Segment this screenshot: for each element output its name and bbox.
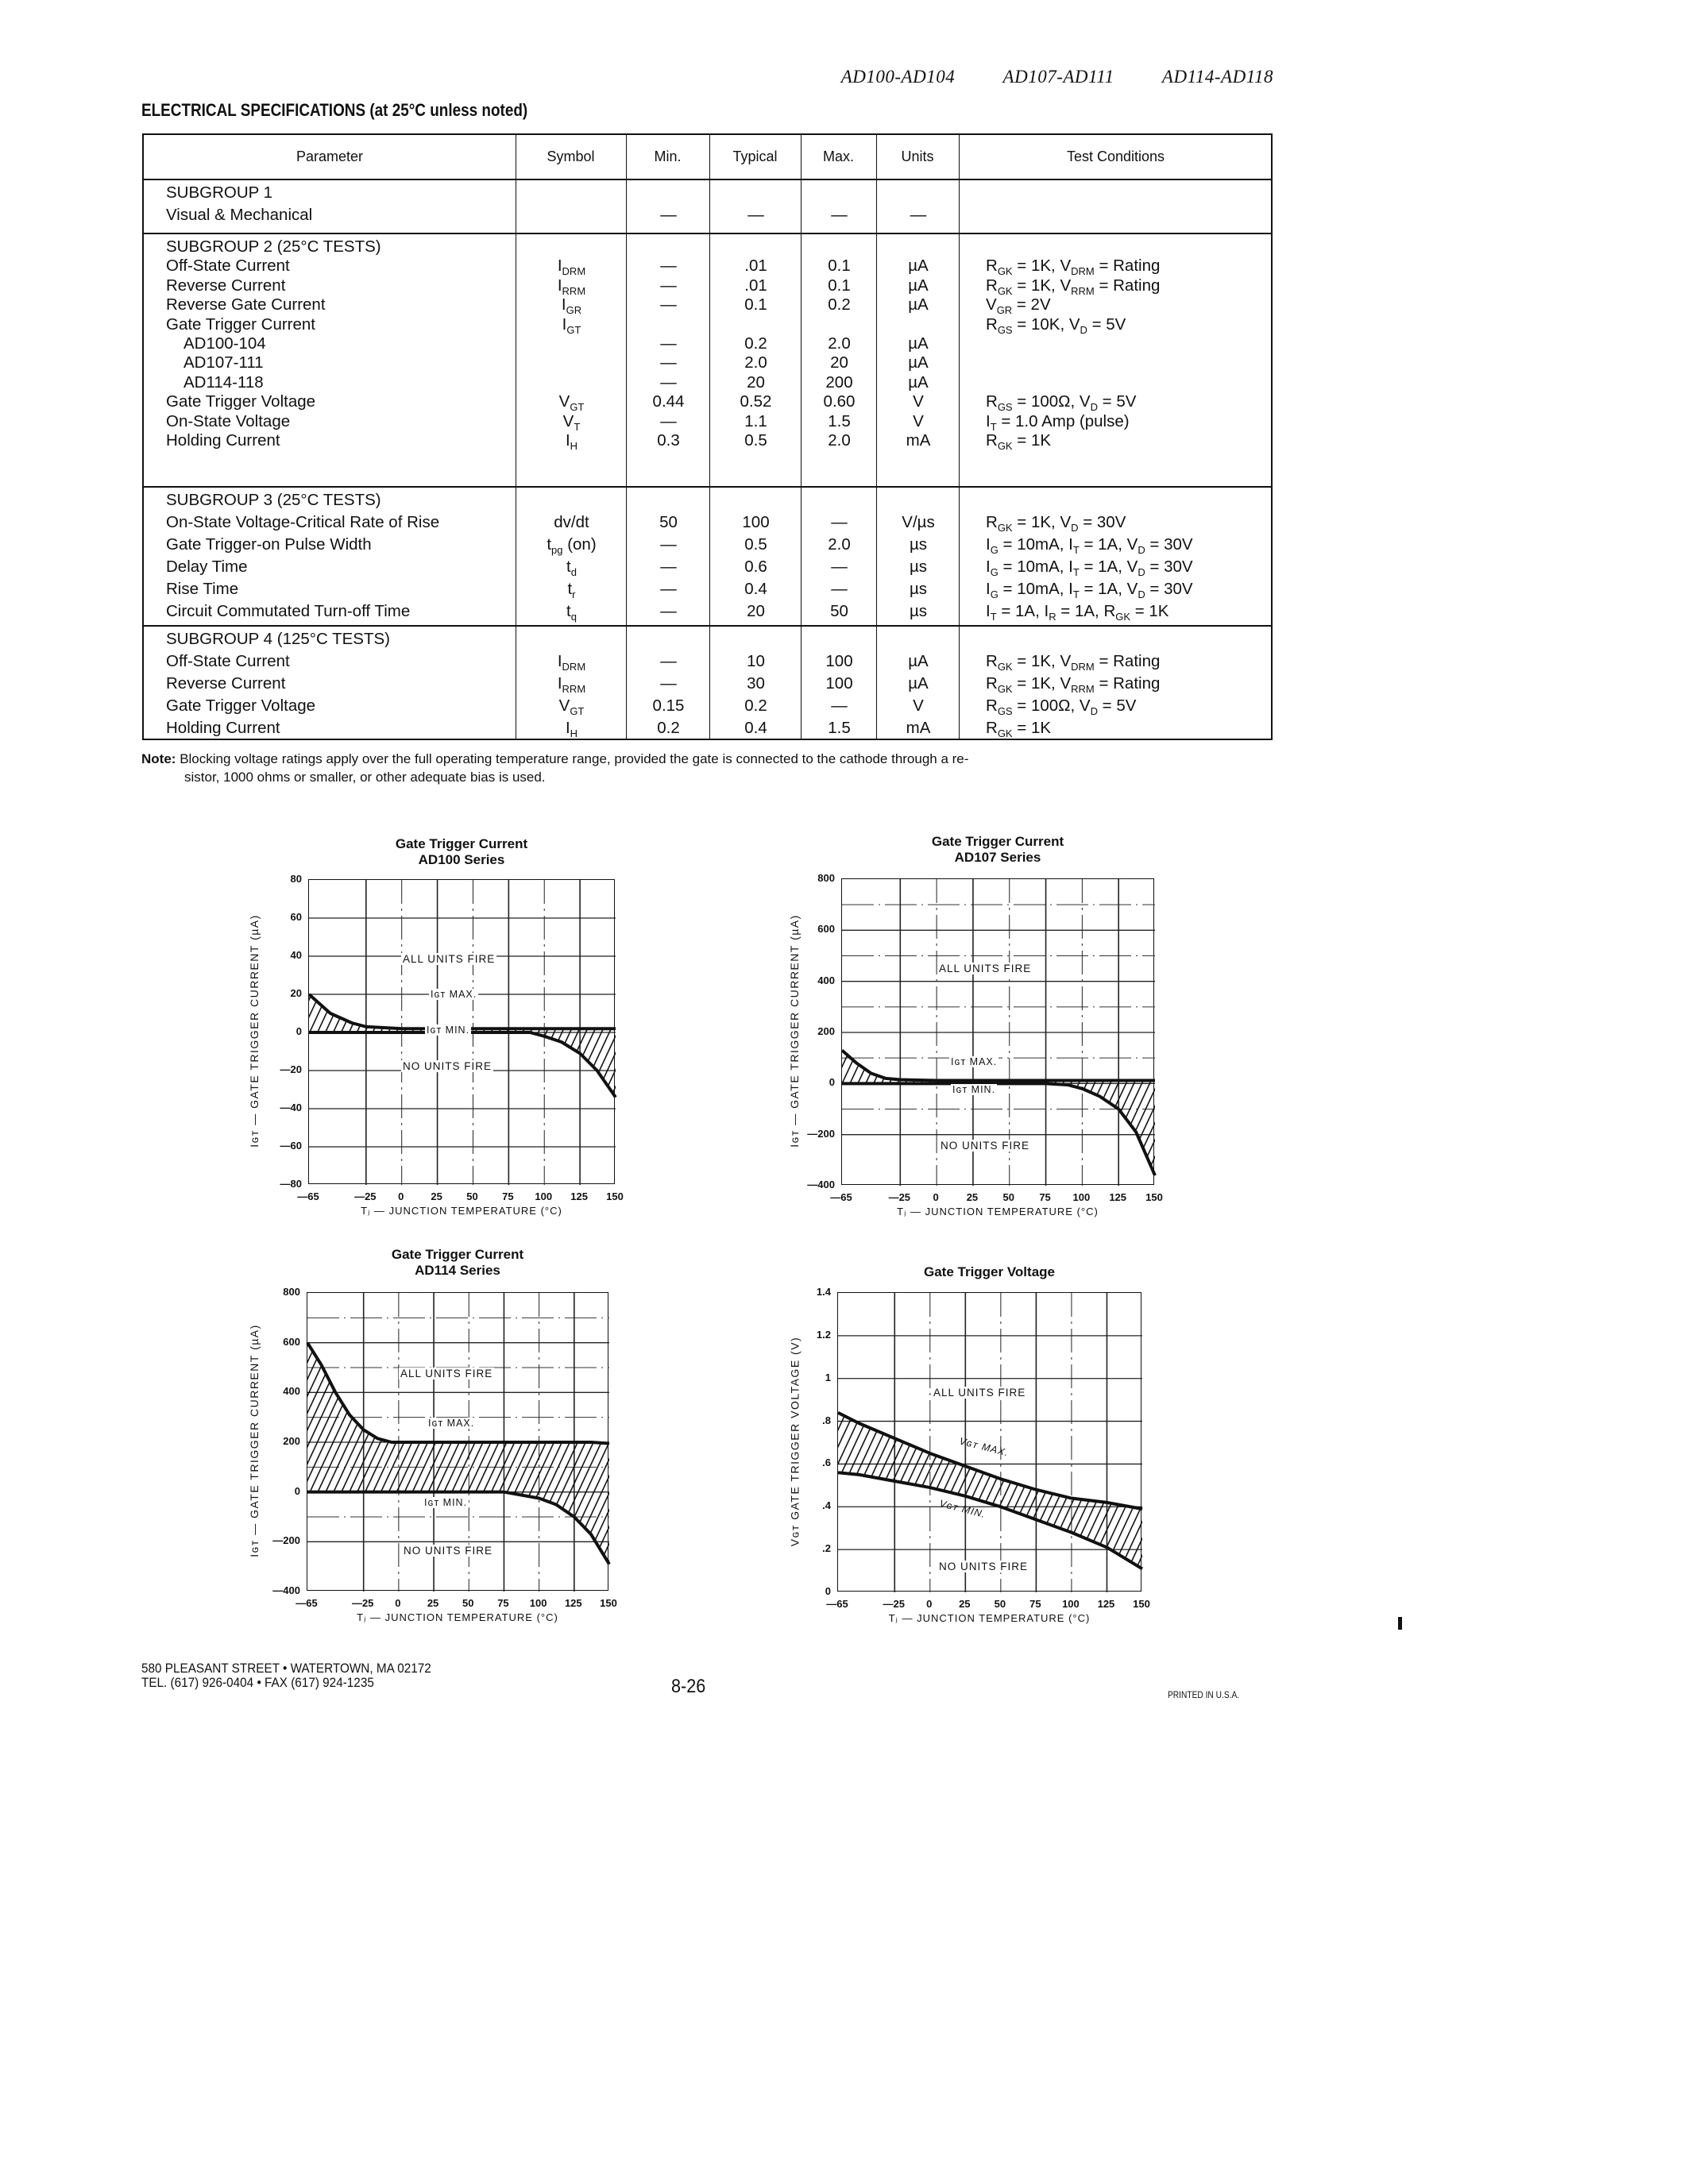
table-row: [144, 673, 1271, 695]
y-tick-label: —40: [280, 1102, 302, 1113]
header-units: Units: [901, 149, 934, 164]
x-tick-label: 25: [431, 1190, 442, 1202]
spec-table: [142, 133, 1273, 740]
symbol: dv/dt: [554, 513, 589, 531]
min-value: —: [660, 674, 677, 693]
max-value: 2.0: [828, 535, 851, 554]
all-units-fire-label: ALL UNITS FIRE: [939, 963, 1032, 974]
min-value: —: [660, 558, 677, 576]
y-tick-label: —200: [272, 1534, 300, 1547]
test-condition: $I_T = 1.0$ Amp (pulse): [986, 411, 1130, 433]
max-value: 1.5: [828, 411, 851, 430]
param-name: Rise Time: [166, 580, 239, 598]
units-value: —: [910, 206, 927, 224]
test-condition: $R_{GK} = 1K$, $V_{RRM}$ = Rating: [986, 674, 1161, 695]
chart-title-line: Gate Trigger Voltage: [923, 1264, 1055, 1279]
symbol: $t_r$: [567, 580, 576, 600]
y-axis-label: Vɢᴛ GATE TRIGGER VOLTAGE (V): [788, 1336, 801, 1546]
typical-value: 0.2: [744, 334, 767, 353]
y-tick-label: 200: [283, 1435, 300, 1447]
test-condition: $R_{GK} = 1K$, $V_{DRM}$ = Rating: [986, 257, 1161, 278]
typical-value: 20: [747, 372, 765, 392]
table-row: [144, 534, 1271, 556]
x-tick-label: 0: [398, 1190, 404, 1202]
max-value: —: [831, 206, 848, 224]
x-tick-label: 0: [933, 1191, 939, 1203]
min-curve-label: Iɢᴛ MIN.: [952, 1084, 996, 1095]
max-value: —: [831, 580, 848, 598]
typical-value: 20: [747, 602, 765, 620]
x-tick-label: 125: [564, 1597, 582, 1609]
max-value: —: [831, 513, 848, 531]
x-tick-label: 0: [395, 1597, 401, 1609]
min-value: 0.44: [652, 392, 685, 411]
typical-value: .01: [744, 276, 767, 295]
page-header-models: AD100-AD104 AD107-AD111 AD114-AD118: [840, 67, 1273, 87]
y-tick-label: 1.2: [816, 1328, 831, 1341]
note-line2: sistor, 1000 ohms or smaller, or other adequate bias is used.: [184, 770, 546, 785]
all-units-fire-label: ALL UNITS FIRE: [933, 1387, 1026, 1399]
max-value: 1.5: [828, 719, 851, 737]
symbol: $I_{GT}$: [562, 314, 581, 336]
y-tick-label: 800: [817, 872, 835, 884]
y-tick-label: 1.4: [816, 1286, 831, 1298]
y-tick-label: 1: [825, 1371, 831, 1383]
symbol: $V_{GT}$: [558, 392, 585, 414]
table-row: [144, 600, 1271, 623]
typical-value: 0.4: [744, 719, 767, 737]
header-max: Max.: [822, 149, 854, 164]
units-value: µA: [908, 372, 929, 392]
param-name: AD107-111: [183, 353, 264, 372]
test-condition: $R_{GS} = 10K$, $V_D = 5V$: [986, 314, 1126, 336]
x-tick-label: 125: [1097, 1598, 1115, 1610]
min-value: 50: [659, 513, 678, 531]
note-line1: Blocking voltage ratings apply over the full operating temperature range, provided the gate is connected to the cathode through a re-: [180, 751, 969, 766]
header-divider: [144, 179, 1271, 180]
units-value: V: [913, 411, 924, 430]
section-title: ELECTRICAL SPECIFICATIONS (at 25°C unless noted): [141, 100, 528, 120]
max-curve-label: Iɢᴛ MAX.: [951, 1056, 998, 1067]
page-number: 8-26: [671, 1676, 706, 1697]
min-value: —: [660, 257, 677, 276]
table-row: [144, 717, 1271, 739]
table-row: [144, 578, 1271, 600]
max-value: 2.0: [828, 334, 851, 353]
x-tick-label: 50: [466, 1190, 478, 1202]
y-tick-label: —20: [280, 1063, 302, 1075]
min-value: —: [660, 353, 677, 372]
header-symbol: Symbol: [547, 149, 595, 164]
y-tick-label: 400: [817, 974, 835, 986]
symbol: $I_{DRM}$: [557, 652, 586, 673]
footer-address-line1: 580 PLEASANT STREET • WATERTOWN, MA 02172: [141, 1661, 431, 1676]
symbol: $I_{RRM}$: [557, 276, 586, 297]
max-value: 0.1: [828, 257, 851, 276]
symbol: $t_q$: [566, 602, 577, 623]
group-divider: [144, 625, 1271, 627]
x-tick-label: 50: [462, 1597, 474, 1609]
typical-value: 2.0: [744, 353, 767, 372]
y-tick-label: 600: [283, 1335, 300, 1348]
hatched-band: [842, 1051, 1155, 1176]
no-units-fire-label: NO UNITS FIRE: [939, 1561, 1029, 1572]
x-tick-label: 150: [606, 1190, 624, 1202]
param-name: Circuit Commutated Turn-off Time: [166, 602, 411, 620]
typical-value: 0.6: [744, 558, 767, 576]
units-value: µA: [908, 652, 929, 670]
y-tick-label: 40: [290, 949, 302, 961]
min-value: —: [660, 535, 677, 554]
typical-value: 10: [747, 652, 765, 670]
table-note: [141, 750, 1285, 786]
x-tick-label: 125: [1109, 1191, 1127, 1203]
y-tick-label: .8: [822, 1414, 831, 1426]
y-axis-label: Iɢᴛ — GATE TRIGGER CURRENT (µA): [788, 914, 801, 1148]
y-tick-label: 400: [283, 1385, 300, 1398]
min-value: —: [660, 334, 677, 353]
x-axis-label: Tⱼ — JUNCTION TEMPERATURE (°C): [361, 1205, 562, 1217]
y-tick-label: 0: [295, 1025, 302, 1037]
all-units-fire-label: ALL UNITS FIRE: [400, 1368, 493, 1379]
chart-title: [275, 1247, 640, 1279]
symbol: $I_H$: [565, 719, 578, 739]
param-name: Off-State Current: [166, 652, 290, 670]
min-value: 0.15: [652, 696, 685, 715]
typical-value: 0.1: [744, 295, 767, 314]
test-condition: $R_{GK} = 1K$, $V_{DRM}$ = Rating: [986, 652, 1161, 673]
min-value: —: [660, 206, 677, 224]
table-row: [144, 511, 1271, 534]
test-condition: $V_{GR} = 2V$: [986, 295, 1051, 317]
units-value: µs: [909, 535, 928, 554]
test-condition: $R_{GK} = 1K$: [986, 719, 1052, 739]
param-name: Visual & Mechanical: [166, 206, 313, 224]
x-tick-label: 100: [1062, 1598, 1080, 1610]
no-units-fire-label: NO UNITS FIRE: [941, 1140, 1030, 1152]
param-name: On-State Voltage-Critical Rate of Rise: [166, 513, 440, 531]
test-condition: $I_G = 10mA$, $I_T = 1A$, $V_D = 30V$: [986, 580, 1193, 600]
subgroup-title: SUBGROUP 4 (125°C TESTS): [166, 630, 390, 648]
chart-subtitle: AD114 Series: [415, 1263, 500, 1278]
x-tick-label: 75: [1029, 1598, 1041, 1610]
test-condition: $I_G = 10mA$, $I_T = 1A$, $V_D = 30V$: [986, 535, 1193, 556]
units-value: µs: [909, 580, 928, 598]
typical-value: 0.5: [744, 535, 767, 554]
max-value: 0.60: [823, 392, 856, 411]
y-tick-label: 20: [290, 987, 302, 999]
table-row: [144, 204, 1271, 226]
header-min: Min.: [654, 149, 682, 164]
units-value: µA: [908, 295, 929, 314]
min-value: —: [660, 411, 677, 430]
x-tick-label: 150: [600, 1597, 617, 1609]
x-tick-label: —65: [830, 1191, 852, 1203]
y-tick-label: 0: [294, 1484, 300, 1497]
max-value: 0.2: [828, 295, 851, 314]
x-tick-label: 50: [1002, 1191, 1014, 1203]
x-tick-label: —25: [354, 1190, 377, 1202]
header-parameter: Parameter: [295, 149, 364, 164]
x-axis-label: Tⱼ — JUNCTION TEMPERATURE (°C): [357, 1611, 558, 1623]
y-tick-label: 80: [290, 873, 302, 885]
min-value: —: [660, 276, 677, 295]
y-tick-label: —400: [807, 1179, 835, 1190]
param-name: Gate Trigger Voltage: [166, 392, 316, 411]
table-row: [144, 430, 1271, 452]
param-name: AD100-104: [183, 334, 266, 353]
units-value: V/µs: [902, 513, 935, 531]
typical-value: 30: [747, 674, 765, 693]
x-tick-label: 75: [497, 1597, 509, 1609]
x-tick-label: 0: [926, 1598, 933, 1610]
x-tick-label: —25: [883, 1598, 905, 1610]
y-tick-label: 0: [829, 1076, 835, 1089]
subgroup-title: SUBGROUP 2 (25°C TESTS): [166, 237, 381, 256]
param-name: Gate Trigger Voltage: [166, 696, 316, 715]
chart-title-line: Gate Trigger Current: [391, 1247, 524, 1262]
test-condition: $R_{GS} = 100\Omega$, $V_D = 5V$: [986, 696, 1137, 717]
x-tick-label: 25: [966, 1191, 979, 1203]
min-curve-label: Vɢᴛ MIN.: [938, 1498, 987, 1520]
x-tick-label: —25: [888, 1191, 911, 1203]
printed-in: PRINTED IN U.S.A.: [1168, 1689, 1240, 1700]
table-row: [144, 695, 1271, 717]
chart-subtitle: AD107 Series: [954, 850, 1041, 865]
y-tick-label: .4: [822, 1499, 831, 1512]
no-units-fire-label: NO UNITS FIRE: [404, 1545, 493, 1557]
max-value: —: [831, 558, 848, 576]
y-tick-label: .2: [822, 1542, 831, 1555]
param-name: Holding Current: [166, 431, 280, 450]
symbol: $I_{RRM}$: [557, 674, 586, 695]
units-value: µA: [908, 257, 929, 276]
chart-title: [805, 1264, 1173, 1280]
test-condition: $R_{GK} = 1K$: [986, 431, 1052, 452]
units-value: µA: [908, 276, 929, 295]
symbol: $t_{pg}$ (on): [547, 535, 597, 556]
x-axis-label: Tⱼ — JUNCTION TEMPERATURE (°C): [897, 1206, 1099, 1217]
typical-value: 0.52: [740, 392, 772, 411]
typical-value: 100: [742, 513, 770, 531]
all-units-fire-label: ALL UNITS FIRE: [403, 953, 496, 965]
units-value: µA: [908, 334, 929, 353]
param-name: Delay Time: [166, 558, 248, 576]
param-name: Reverse Current: [166, 276, 286, 295]
y-tick-label: 600: [817, 923, 835, 936]
x-axis-label: Tⱼ — JUNCTION TEMPERATURE (°C): [888, 1612, 1091, 1624]
max-curve-label: Iɢᴛ MAX.: [431, 989, 477, 1000]
max-value: 20: [830, 353, 848, 372]
typical-value: —: [747, 206, 764, 224]
chart-subtitle: AD100 Series: [418, 852, 505, 867]
y-tick-label: .6: [822, 1457, 831, 1469]
x-tick-label: 75: [1039, 1191, 1051, 1203]
param-name: Gate Trigger-on Pulse Width: [166, 535, 372, 554]
y-tick-label: 800: [283, 1286, 300, 1298]
chart-title: [809, 834, 1186, 866]
hatched-band: [838, 1413, 1142, 1569]
min-value: —: [660, 580, 677, 598]
y-tick-label: 200: [817, 1025, 835, 1037]
test-condition: $I_G = 10mA$, $I_T = 1A$, $V_D = 30V$: [986, 558, 1193, 578]
x-tick-label: —65: [295, 1597, 318, 1609]
min-value: —: [660, 372, 677, 392]
footer-address: [141, 1661, 431, 1690]
max-value: —: [831, 696, 848, 715]
chart-title-line: Gate Trigger Current: [395, 836, 528, 851]
max-curve-label: Iɢᴛ MAX.: [428, 1418, 475, 1429]
min-value: —: [660, 652, 677, 670]
test-condition: $I_T = 1A$, $I_R = 1A$, $R_{GK} = 1K$: [986, 602, 1169, 623]
x-tick-label: —65: [826, 1598, 848, 1610]
y-tick-label: —60: [280, 1140, 302, 1152]
subgroup-title: SUBGROUP 1: [166, 183, 273, 202]
footer-address-line2: TEL. (617) 926-0404 • FAX (617) 924-1235: [141, 1675, 374, 1690]
typical-value: 0.4: [744, 580, 767, 598]
chart-title-line: Gate Trigger Current: [931, 834, 1064, 849]
units-value: µA: [908, 674, 929, 693]
units-value: µs: [909, 602, 928, 620]
min-value: 0.3: [657, 431, 680, 450]
x-tick-label: 50: [994, 1598, 1006, 1610]
x-tick-label: 25: [959, 1598, 971, 1610]
units-value: µA: [908, 353, 929, 372]
param-name: Off-State Current: [166, 257, 290, 276]
subgroup-title: SUBGROUP 3 (25°C TESTS): [166, 491, 381, 509]
min-value: —: [660, 602, 677, 620]
group-divider: [144, 233, 1271, 234]
symbol: $I_{GR}$: [561, 295, 582, 317]
y-axis-label: Iɢᴛ — GATE TRIGGER CURRENT (µA): [248, 1324, 261, 1557]
min-curve-label: Iɢᴛ MIN.: [427, 1024, 470, 1036]
param-name: Holding Current: [166, 719, 280, 737]
group-divider: [144, 486, 1271, 488]
max-value: 50: [830, 602, 848, 620]
param-name: On-State Voltage: [166, 411, 291, 430]
no-units-fire-label: NO UNITS FIRE: [403, 1060, 492, 1072]
units-value: µs: [909, 558, 928, 576]
typical-value: 0.2: [744, 696, 767, 715]
test-condition: $R_{GS} = 100\Omega$, $V_D = 5V$: [986, 392, 1137, 414]
table-row: [144, 650, 1271, 673]
max-value: 0.1: [828, 276, 851, 295]
param-name: Reverse Current: [166, 674, 286, 693]
units-value: V: [913, 392, 924, 411]
max-curve-label: Vɢᴛ MAX.: [958, 1435, 1010, 1459]
x-tick-label: 100: [529, 1597, 547, 1609]
units-value: mA: [906, 431, 931, 450]
test-condition: $R_{GK} = 1K$, $V_D = 30V$: [986, 513, 1126, 534]
note-label: Note:: [141, 751, 176, 766]
y-tick-label: 60: [290, 911, 302, 923]
symbol: [516, 204, 627, 226]
scan-mark: [1398, 1617, 1402, 1630]
x-tick-label: —25: [351, 1597, 374, 1609]
x-tick-label: 150: [1145, 1191, 1163, 1203]
param-name: AD114-118: [183, 372, 264, 392]
x-tick-label: 100: [1072, 1191, 1091, 1203]
symbol: $V_T$: [562, 411, 581, 433]
symbol: $t_d$: [566, 558, 577, 578]
max-value: 200: [825, 372, 853, 392]
typical-value: .01: [744, 257, 767, 276]
y-axis-label: Iɢᴛ — GATE TRIGGER CURRENT (µA): [248, 914, 261, 1148]
x-tick-label: 100: [535, 1190, 553, 1202]
typical-value: 0.5: [744, 431, 767, 450]
chart-title: [276, 836, 647, 868]
units-value: V: [913, 696, 924, 715]
min-value: 0.2: [657, 719, 680, 737]
typical-value: 1.1: [744, 411, 767, 430]
y-tick-label: —400: [272, 1584, 300, 1596]
y-tick-label: 0: [825, 1585, 831, 1597]
header-test-conditions: Test Conditions: [1066, 149, 1165, 164]
table-row: [144, 556, 1271, 578]
y-tick-label: —200: [807, 1127, 835, 1140]
x-tick-label: 75: [502, 1190, 514, 1202]
symbol: $I_{DRM}$: [557, 257, 586, 278]
symbol: $I_H$: [565, 431, 578, 452]
param-name: Reverse Gate Current: [166, 295, 326, 314]
x-tick-label: 150: [1133, 1598, 1150, 1610]
units-value: mA: [906, 719, 931, 737]
param-name: Gate Trigger Current: [166, 314, 315, 334]
test-condition: $R_{GK} = 1K$, $V_{RRM}$ = Rating: [986, 276, 1161, 297]
min-curve-label: Iɢᴛ MIN.: [424, 1497, 468, 1508]
header-typical: Typical: [732, 149, 778, 164]
min-value: —: [660, 295, 677, 314]
x-tick-label: 25: [427, 1597, 439, 1609]
symbol: $V_{GT}$: [558, 696, 585, 717]
max-value: 100: [825, 652, 853, 670]
max-value: 100: [825, 674, 853, 693]
y-tick-label: —80: [280, 1178, 302, 1190]
x-tick-label: 125: [570, 1190, 588, 1202]
x-tick-label: —65: [297, 1190, 319, 1202]
max-value: 2.0: [828, 431, 851, 450]
